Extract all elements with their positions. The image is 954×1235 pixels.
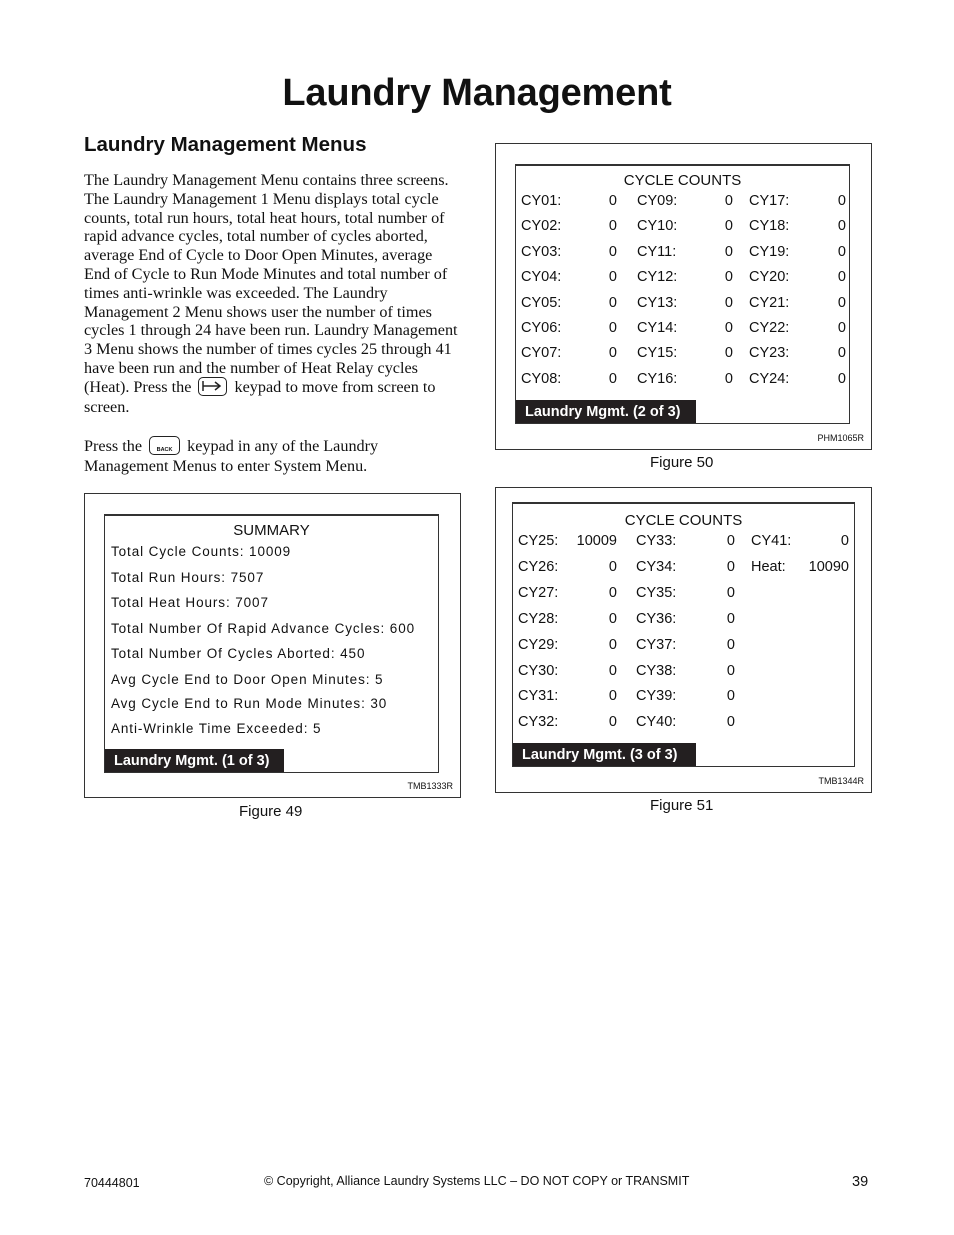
cycle-value: 0 (608, 636, 617, 653)
cycle-value: 0 (724, 320, 733, 336)
figure-50-frame (495, 143, 872, 450)
figure-code: PHM1065R (817, 433, 864, 443)
cycle-label: CY17: (749, 193, 790, 209)
cycle-label: CY39: (636, 688, 677, 705)
cycle-value: 0 (726, 662, 735, 679)
cycle-value: 10090 (808, 558, 849, 575)
arrow-keypad-icon (198, 377, 227, 396)
cycle-value: 0 (724, 269, 733, 286)
cycle-label: CY31: (518, 688, 559, 705)
cycle-value: 0 (608, 584, 617, 601)
cycle-label: CY36: (636, 610, 677, 627)
figure-caption: Figure 50 (650, 454, 714, 471)
back-paragraph (84, 437, 460, 476)
screen-footer-bar: Laundry Mgmt. (3 of 3) (513, 743, 696, 766)
cycle-value: 0 (840, 533, 849, 549)
cycle-label: CY05: (521, 294, 562, 311)
cycle-label: CY09: (637, 193, 678, 209)
cycle-value: 0 (726, 558, 735, 575)
figure-49-frame (84, 493, 461, 798)
copyright-notice: © Copyright, Alliance Laundry Systems LLC – DO NOT COPY or TRANSMIT (264, 1174, 690, 1188)
figure-code: TMB1333R (407, 781, 453, 791)
summary-line: Total Heat Hours: 7007 (111, 595, 269, 610)
cycle-value: 0 (608, 610, 617, 627)
cycle-counts-title: CYCLE COUNTS (624, 512, 743, 529)
screen-footer-bar: Laundry Mgmt. (1 of 3) (105, 749, 284, 772)
summary-title: SUMMARY (233, 522, 310, 539)
cycle-value: 0 (726, 533, 735, 549)
cycle-value: 0 (837, 193, 846, 209)
summary-line: Avg Cycle End to Door Open Minutes: 5 (111, 672, 384, 687)
cycle-label: CY24: (749, 370, 790, 387)
cycle-label: CY11: (637, 243, 677, 260)
cycle-value: 0 (837, 218, 846, 235)
intro-text: The Laundry Management Menu contains three screens. The Laundry Management 1 Menu displays total cycle counts, total run hours, total heat hours, total number of rapid advance cycles, total number of cycles aborted, average End of Cycle to Door Open Minutes, average End of Cycle to Run Mode Minutes and total number of times anti-wrinkle was exceeded. The Laundry Management 2 Menu shows user the number of times cycles 1 through 24 have been run. Laundry Management 3 Menu shows the number of times cycles 25 through 41 have been run and the number of Heat Relay cycles (Heat). Press the (84, 171, 458, 396)
cycle-value: 0 (726, 714, 735, 731)
cycle-label: CY12: (637, 269, 678, 286)
cycle-label: CY15: (637, 345, 678, 362)
cycle-label: CY23: (749, 345, 790, 362)
figure-caption: Figure 49 (239, 803, 303, 820)
summary-line: Total Run Hours: 7507 (111, 570, 265, 585)
cycle-value: 0 (608, 294, 617, 311)
cycle-label: CY18: (749, 218, 790, 235)
cycle-label: CY03: (521, 243, 562, 260)
section-heading: Laundry Management Menus (84, 133, 367, 156)
summary-line: Total Cycle Counts: 10009 (111, 544, 292, 559)
cycle-value: 0 (608, 243, 617, 260)
cycle-label: CY22: (749, 320, 790, 336)
summary-line: Anti-Wrinkle Time Exceeded: 5 (111, 721, 322, 736)
figure-caption: Figure 51 (650, 797, 714, 814)
cycle-label: CY41: (751, 533, 792, 549)
cycle-label: CY35: (636, 584, 677, 601)
cycle-label: CY26: (518, 558, 559, 575)
cycle-value: 0 (726, 584, 735, 601)
cycle-value: 0 (608, 714, 617, 731)
back-keypad-icon: BACK (149, 436, 180, 455)
back-text: Press the (84, 437, 142, 455)
figure-51-frame (495, 487, 872, 793)
cycle-label: CY16: (637, 370, 678, 387)
cycle-label: CY13: (637, 294, 678, 311)
cycle-value: 0 (608, 688, 617, 705)
cycle-value: 0 (837, 294, 846, 311)
summary-screen (104, 514, 439, 773)
cycle-value: 0 (608, 320, 617, 336)
cycle-value: 0 (608, 269, 617, 286)
cycle-label: CY08: (521, 370, 562, 387)
cycle-value: 0 (608, 558, 617, 575)
cycle-value: 0 (724, 345, 733, 362)
cycle-value: 0 (726, 688, 735, 705)
cycle-label: CY25: (518, 533, 559, 549)
intro-paragraph (84, 171, 460, 416)
cycle-label: CY04: (521, 269, 562, 286)
doc-number: 70444801 (84, 1176, 140, 1190)
cycle-value: 0 (837, 320, 846, 336)
summary-line: Total Number Of Rapid Advance Cycles: 600 (111, 621, 416, 636)
cycle-label: CY33: (636, 533, 677, 549)
cycle-label: CY06: (521, 320, 562, 336)
cycle-label: CY28: (518, 610, 559, 627)
summary-line: Total Number Of Cycles Aborted: 450 (111, 646, 366, 661)
cycle-value: 0 (724, 243, 733, 260)
cycle-label: CY29: (518, 636, 559, 653)
cycle-label: CY37: (636, 636, 677, 653)
cycle-label: CY32: (518, 714, 559, 731)
page-title: Laundry Management (282, 72, 672, 114)
cycle-label: CY14: (637, 320, 678, 336)
cycle-value: 0 (724, 370, 733, 387)
cycle-label: CY34: (636, 558, 677, 575)
cycle-value: 0 (837, 243, 846, 260)
cycle-label: CY02: (521, 218, 562, 235)
summary-line: Avg Cycle End to Run Mode Minutes: 30 (111, 696, 388, 711)
page-number: 39 (852, 1174, 869, 1190)
cycle-label: CY07: (521, 345, 562, 362)
cycle-counts-screen-2 (512, 502, 855, 767)
cycle-label: CY20: (749, 269, 790, 286)
figure-code: TMB1344R (818, 776, 864, 786)
cycle-counts-screen-1 (515, 164, 850, 424)
cycle-value: 0 (837, 370, 846, 387)
cycle-label: CY19: (749, 243, 790, 260)
cycle-label: CY30: (518, 662, 559, 679)
cycle-value: 0 (608, 193, 617, 209)
screen-footer-bar: Laundry Mgmt. (2 of 3) (516, 400, 696, 423)
cycle-value: 0 (724, 294, 733, 311)
cycle-value: 0 (724, 193, 733, 209)
cycle-value: 0 (837, 345, 846, 362)
cycle-counts-title: CYCLE COUNTS (623, 172, 742, 189)
cycle-label: CY40: (636, 714, 677, 731)
cycle-value: 0 (608, 218, 617, 235)
cycle-value: 0 (724, 218, 733, 235)
back-text-end: keypad in any of the Laundry Management Menus to enter System Menu. (84, 437, 379, 475)
cycle-label: CY01: (521, 193, 562, 209)
cycle-value: 0 (726, 636, 735, 653)
cycle-label: CY27: (518, 584, 559, 601)
intro-text-end: keypad to move from screen to screen. (84, 377, 436, 416)
cycle-label: Heat: (751, 558, 786, 575)
cycle-value: 0 (837, 269, 846, 286)
cycle-value: 10009 (576, 533, 617, 549)
cycle-value: 0 (608, 662, 617, 679)
cycle-label: CY38: (636, 662, 677, 679)
cycle-value: 0 (608, 370, 617, 387)
cycle-value: 0 (608, 345, 617, 362)
cycle-label: CY21: (749, 294, 790, 311)
cycle-label: CY10: (637, 218, 678, 235)
cycle-value: 0 (726, 610, 735, 627)
